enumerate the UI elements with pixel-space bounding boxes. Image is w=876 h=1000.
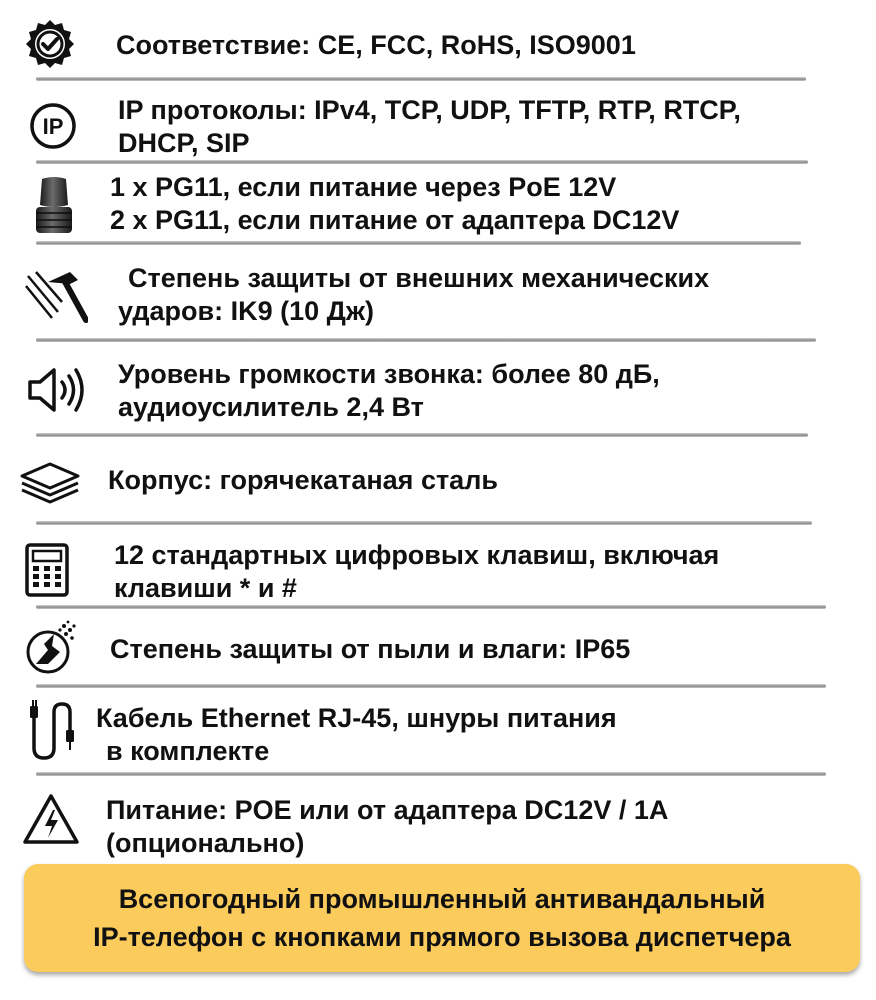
water-dust-protection-icon — [22, 620, 78, 676]
row-divider — [36, 605, 826, 609]
feature-text-line: Кабель Ethernet RJ-45, шнуры питания — [96, 703, 617, 733]
feature-text-line: Соответствие: CE, FCC, RoHS, ISO9001 — [116, 30, 636, 60]
row-divider — [36, 684, 826, 688]
row-divider — [36, 160, 808, 164]
feature-text-line: клавиши * и # — [114, 573, 297, 603]
product-title-banner — [24, 864, 860, 972]
ip-icon — [28, 101, 78, 151]
hammer-impact-icon — [24, 268, 88, 328]
feature-text-line: Степень защиты от внешних механических — [128, 263, 710, 293]
row-divider — [36, 241, 801, 245]
row-divider — [36, 521, 812, 525]
ip-icon-label: IP — [42, 114, 64, 139]
row-divider — [36, 433, 808, 437]
banner-line: Всепогодный промышленный антивандальный — [118, 884, 766, 914]
feature-text-line: аудиоусилитель 2,4 Вт — [118, 392, 424, 422]
feature-text-line: 12 стандартных цифровых клавиш, включая — [114, 540, 720, 570]
cable-gland-icon — [32, 175, 76, 237]
high-voltage-warning-icon — [22, 792, 80, 846]
cable-icon — [24, 698, 76, 762]
feature-text-line: IP протоколы: IPv4, TCP, UDP, TFTP, RTP, RTCP, — [118, 95, 741, 125]
feature-text-line: 1 x PG11, если питание через PoE 12V — [110, 172, 617, 202]
certificate-check-icon — [24, 18, 76, 70]
feature-text-line: Питание: POE или от адаптера DC12V / 1A — [106, 795, 669, 825]
layers-icon — [18, 460, 82, 506]
feature-text-line: Уровень громкости звонка: более 80 дБ, — [118, 359, 660, 389]
row-divider — [36, 338, 816, 342]
row-divider — [36, 772, 826, 776]
speaker-volume-icon — [24, 364, 88, 416]
feature-text-line: Корпус: горячекатаная сталь — [108, 465, 498, 495]
row-divider — [36, 77, 806, 81]
feature-text-line: (опционально) — [106, 828, 305, 858]
banner-line: IP-телефон с кнопками прямого вызова диспетчера — [93, 922, 791, 952]
feature-text-line: ударов: IK9 (10 Дж) — [118, 296, 374, 326]
feature-text-line: 2 x PG11, если питание от адаптера DC12V — [110, 205, 680, 235]
feature-text-line: в комплекте — [106, 736, 270, 766]
keypad-icon — [24, 542, 70, 598]
feature-text-line: Степень защиты от пыли и влаги: IP65 — [110, 634, 631, 664]
feature-text-line: DHCP, SIP — [118, 128, 250, 158]
